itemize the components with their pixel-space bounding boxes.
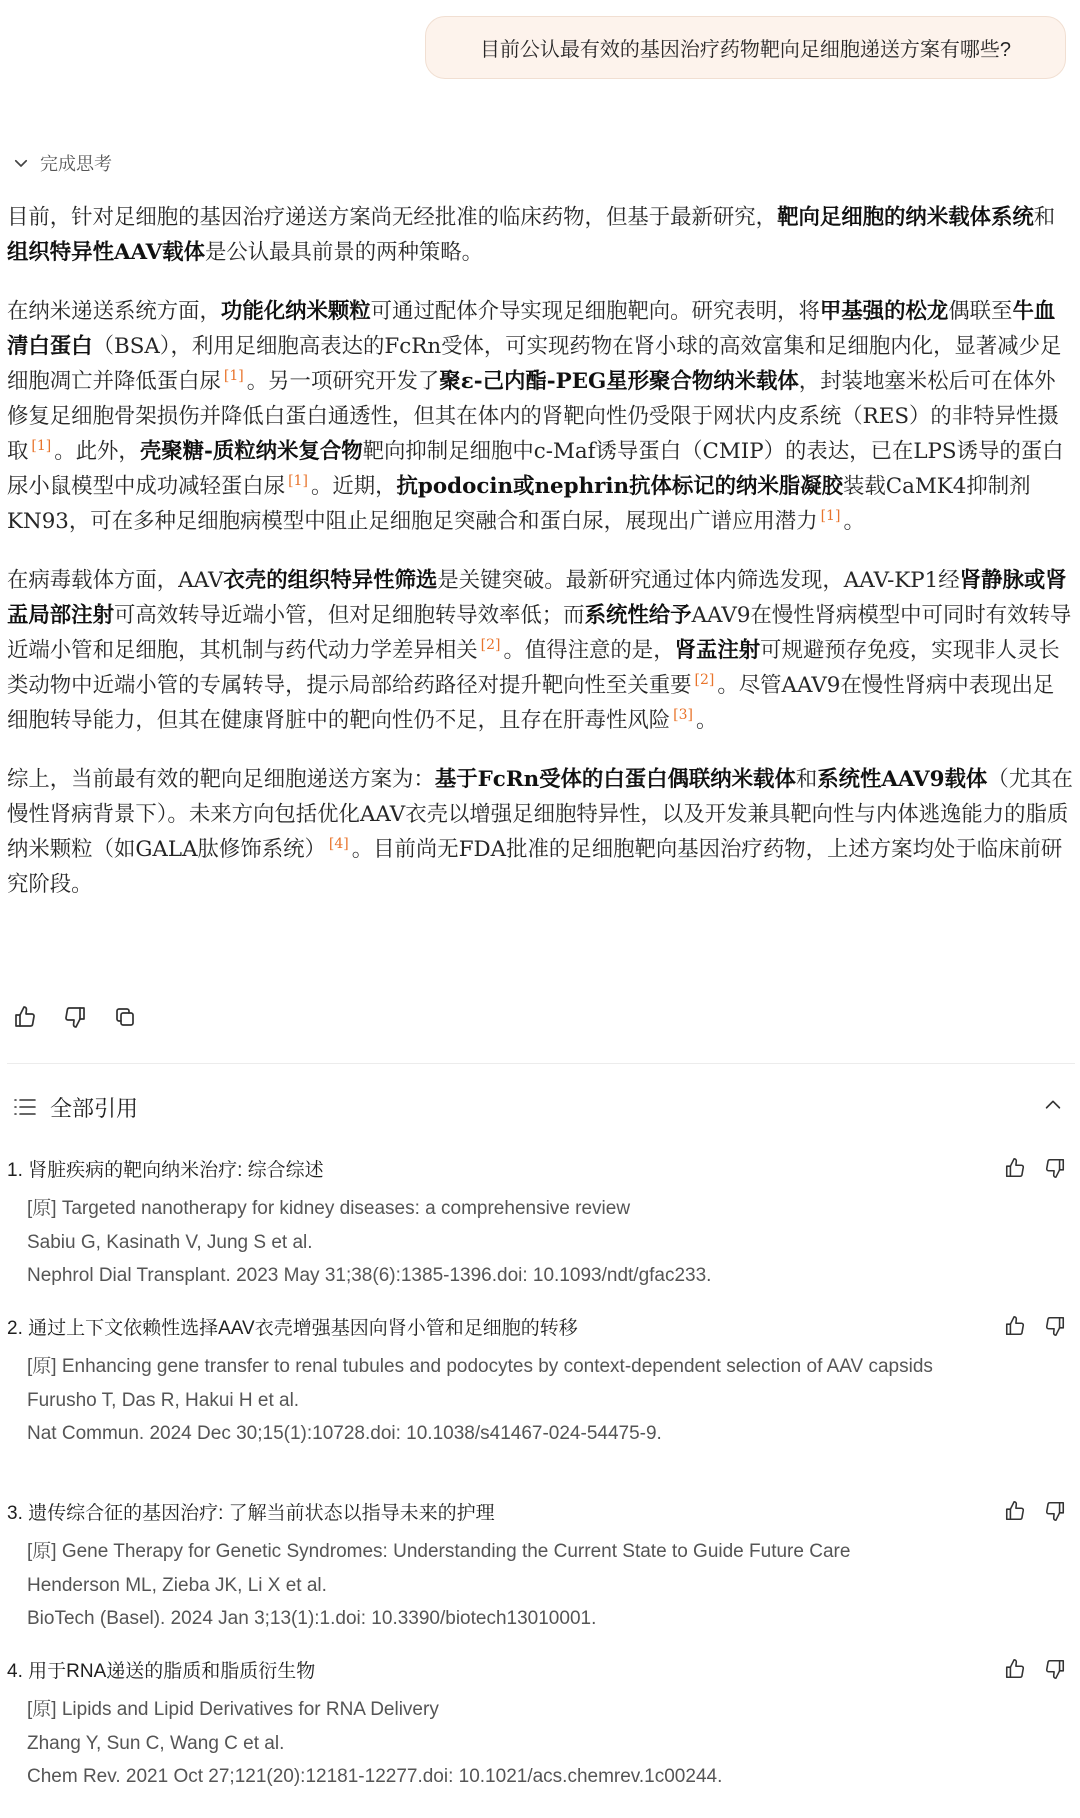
citation-marker[interactable]: [1]	[31, 437, 52, 454]
answer-body	[7, 200, 1075, 926]
answer-text: 。值得注意的是，	[503, 638, 675, 663]
answer-bold-text: 聚ε-己内酯-PEG星形聚合物纳米载体	[439, 369, 799, 394]
reference-journal: BioTech (Basel). 2024 Jan 3;13(1):1.doi: 10.3390/biotech13010001.	[27, 1608, 597, 1629]
reference-original-title: [原] Lipids and Lipid Derivatives for RNA Delivery	[27, 1699, 439, 1720]
answer-bold-text: 系统性给予	[584, 603, 692, 628]
answer-text: 在病毒载体方面，AAV	[7, 568, 224, 593]
answer-text: 。尽管AAV9在慢性肾病中表现出足细胞转导能力，但其在健康肾脏中的靶向性仍不足，且存在肝毒性风险	[7, 673, 1055, 733]
reference-item-2	[7, 1314, 1075, 1448]
answer-text: 靶向抑制足细胞中c-Maf诱导蛋白（CMIP）的表达，已在LPS诱导的蛋白尿小鼠模型中成功减轻蛋白尿	[7, 439, 1064, 499]
reference-original-title: [原] Enhancing gene transfer to renal tubules and podocytes by context-dependent selection of AAV capsids	[27, 1356, 933, 1377]
answer-paragraph	[7, 563, 1075, 738]
thumbs-down-icon	[1044, 1315, 1066, 1337]
thumbs-up-icon	[1004, 1157, 1026, 1179]
citation-marker[interactable]: [2]	[694, 671, 715, 688]
dislike-button[interactable]	[62, 1004, 88, 1030]
answer-text: 目前，针对足细胞的基因治疗递送方案尚无经批准的临床药物，但基于最新研究，	[7, 205, 778, 230]
answer-text: AAV9在慢性肾病模型中可同时有效转导近端小管和足细胞，其机制与药代动力学差异相关	[7, 603, 1072, 663]
reference-item-1	[7, 1156, 1075, 1290]
reference-title[interactable]: 2. 通过上下文依赖性选择AAV衣壳增强基因向肾小管和足细胞的转移	[7, 1318, 578, 1339]
answer-text: 。另一项研究开发了	[246, 369, 440, 394]
user-question-bubble	[425, 16, 1066, 79]
answer-text: 可通过配体介导实现足细胞靶向。研究表明，将	[370, 299, 820, 324]
reference-journal: Nat Commun. 2024 Dec 30;15(1):10728.doi: 10.1038/s41467-024-54475-9.	[27, 1423, 662, 1444]
answer-bold-text: 基于FcRn受体的白蛋白偶联纳米载体	[434, 767, 796, 792]
answer-bold-text: 系统性AAV9载体	[817, 767, 988, 792]
citation-marker[interactable]: [4]	[328, 835, 349, 852]
answer-text: 。	[695, 708, 718, 733]
answer-bold-text: 甲基强的松龙	[819, 299, 949, 324]
thumbs-down-icon	[1044, 1157, 1066, 1179]
reference-original-title: [原] Gene Therapy for Genetic Syndromes: Understanding the Current State to Guide Future Care	[27, 1541, 851, 1562]
citation-marker[interactable]: [1]	[288, 472, 308, 489]
reference-like-button[interactable]	[1003, 1499, 1027, 1523]
answer-text: （尤其在慢性肾病背景下）。未来方向包括优化AAV衣壳以增强足细胞特异性，以及开发兼具靶向性与内体逃逸能力的脂质纳米颗粒（如GALA肽修饰系统）	[7, 767, 1073, 862]
answer-bold-text: 靶向足细胞的纳米载体系统	[777, 205, 1034, 230]
answer-text: 是公认最具前景的两种策略。	[204, 240, 484, 265]
like-button[interactable]	[12, 1004, 38, 1030]
answer-text: （BSA），利用足细胞高表达的FcRn受体，可实现药物在肾小球的高效富集和足细胞内化，显著减少足细胞凋亡并降低蛋白尿	[7, 334, 1062, 394]
answer-bold-text: 壳聚糖-质粒纳米复合物	[139, 439, 363, 464]
citation-marker[interactable]: [3]	[673, 706, 693, 723]
reference-title[interactable]: 4. 用于RNA递送的脂质和脂质衍生物	[7, 1661, 316, 1682]
answer-bold-text: 组织特异性AAV载体	[7, 240, 205, 265]
reference-title[interactable]: 3. 遗传综合征的基因治疗: 了解当前状态以指导未来的护理	[7, 1503, 495, 1524]
answer-bold-text: 肾静脉或肾盂局部注射	[7, 568, 1067, 628]
thumbs-up-icon	[13, 1005, 37, 1029]
answer-bold-text: 肾盂注射	[674, 638, 761, 663]
reference-original-title: [原] Targeted nanotherapy for kidney diseases: a comprehensive review	[27, 1198, 631, 1219]
reference-like-button[interactable]	[1003, 1657, 1027, 1681]
reference-item-4	[7, 1657, 1075, 1791]
reference-like-button[interactable]	[1003, 1314, 1027, 1338]
answer-text: 和	[1033, 205, 1056, 230]
chevron-up-icon	[1042, 1094, 1064, 1116]
reference-authors: Henderson ML, Zieba JK, Li X et al.	[27, 1575, 327, 1596]
thumbs-down-icon	[1044, 1658, 1066, 1680]
reference-rating	[1003, 1657, 1067, 1681]
answer-text: 。近期，	[310, 474, 397, 499]
reference-item-3	[7, 1499, 1075, 1633]
answer-bold-text: 功能化纳米颗粒	[220, 299, 371, 324]
reference-dislike-button[interactable]	[1043, 1499, 1067, 1523]
answer-text: 是关键突破。最新研究通过体内筛选发现，AAV-KP1经	[437, 568, 960, 593]
collapse-references-button[interactable]	[1042, 1094, 1066, 1118]
answer-text: 。目前尚无FDA批准的足细胞靶向基因治疗药物，上述方案均处于临床前研究阶段。	[7, 837, 1063, 897]
section-divider	[7, 1063, 1075, 1064]
chevron-down-icon	[12, 154, 30, 172]
answer-bold-text: 抗podocin或nephrin抗体标记的纳米脂凝胶	[396, 474, 843, 499]
citation-marker[interactable]: [2]	[480, 636, 501, 653]
reference-like-button[interactable]	[1003, 1156, 1027, 1180]
reference-rating	[1003, 1156, 1067, 1180]
copy-icon	[113, 1005, 137, 1029]
answer-paragraph	[7, 762, 1075, 902]
citation-marker[interactable]: [1]	[223, 367, 244, 384]
answer-text: 可规避预存免疫，实现非人灵长类动物中近端小管的专属转导，提示局部给药路径对提升靶向性至关重要	[7, 638, 1060, 698]
thumbs-up-icon	[1004, 1658, 1026, 1680]
answer-text: 装载CaMK4抑制剂KN93，可在多种足细胞病模型中阻止足细胞足突融合和蛋白尿，展现出广谱应用潜力	[7, 474, 1031, 534]
answer-paragraph	[7, 200, 1075, 270]
reference-rating	[1003, 1314, 1067, 1338]
reference-authors: Sabiu G, Kasinath V, Jung S et al.	[27, 1232, 313, 1253]
reference-dislike-button[interactable]	[1043, 1657, 1067, 1681]
references-title: 全部引用	[50, 1095, 139, 1121]
answer-text: 。此外，	[54, 439, 140, 464]
citation-marker[interactable]: [1]	[820, 507, 841, 524]
reference-journal: Chem Rev. 2021 Oct 27;121(20):12181-12277.doi: 10.1021/acs.chemrev.1c00244.	[27, 1766, 723, 1787]
thumbs-down-icon	[1044, 1500, 1066, 1522]
answer-text: 在纳米递送系统方面，	[7, 299, 221, 324]
reference-authors: Furusho T, Das R, Hakui H et al.	[27, 1390, 300, 1411]
answer-bold-text: 牛血清白蛋白	[7, 299, 1056, 359]
thumbs-up-icon	[1004, 1500, 1026, 1522]
thumbs-down-icon	[63, 1005, 87, 1029]
thumbs-up-icon	[1004, 1315, 1026, 1337]
references-header	[12, 1090, 1072, 1124]
answer-text: 可高效转导近端小管，但对足细胞转导效率低；而	[113, 603, 585, 628]
reference-journal: Nephrol Dial Transplant. 2023 May 31;38(6):1385-1396.doi: 10.1093/ndt/gfac233.	[27, 1265, 712, 1286]
reference-dislike-button[interactable]	[1043, 1156, 1067, 1180]
copy-button[interactable]	[112, 1004, 138, 1030]
answer-bold-text: 衣壳的组织特异性筛选	[223, 568, 438, 593]
answer-actions	[12, 1004, 138, 1030]
reference-authors: Zhang Y, Sun C, Wang C et al.	[27, 1733, 285, 1754]
answer-text: 和	[795, 767, 818, 792]
thinking-label: 完成思考	[40, 154, 112, 174]
user-question-text: 目前公认最有效的基因治疗药物靶向足细胞递送方案有哪些?	[479, 39, 1012, 61]
reference-rating	[1003, 1499, 1067, 1523]
answer-text: 偶联至	[948, 299, 1013, 324]
list-icon	[12, 1094, 38, 1120]
thinking-toggle[interactable]	[12, 150, 112, 176]
reference-dislike-button[interactable]	[1043, 1314, 1067, 1338]
answer-paragraph	[7, 294, 1075, 539]
reference-title[interactable]: 1. 肾脏疾病的靶向纳米治疗: 综合综述	[7, 1160, 324, 1181]
answer-text: 综上，当前最有效的靶向足细胞递送方案为：	[7, 767, 435, 792]
answer-text: 。	[843, 509, 865, 534]
answer-text: ，封装地塞米松后可在体外修复足细胞骨架损伤并降低白蛋白通透性，但其在体内的肾靶向性仍受限于网状内皮系统（RES）的非特异性摄取	[7, 369, 1059, 464]
